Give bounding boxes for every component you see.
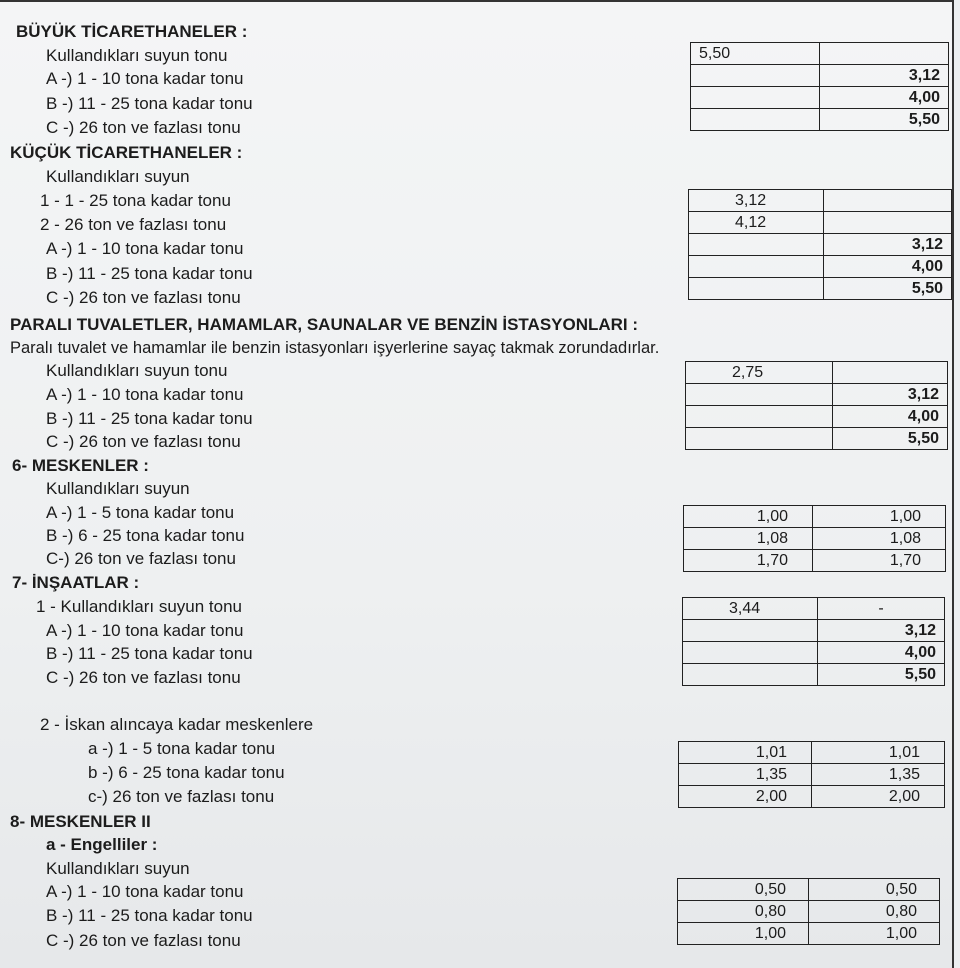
table-cell: 5,50 bbox=[824, 278, 952, 300]
table-cell: 1,08 bbox=[813, 528, 946, 550]
table-cell bbox=[683, 642, 818, 664]
table-cell bbox=[686, 384, 833, 406]
table-cell: 2,00 bbox=[812, 786, 945, 808]
table-cell: 5,50 bbox=[820, 109, 949, 131]
row-label: 2 - 26 ton ve fazlası tonu bbox=[40, 215, 227, 234]
table-cell bbox=[691, 87, 820, 109]
table-cell: 1,35 bbox=[812, 764, 945, 786]
table-cell: 1,01 bbox=[812, 742, 945, 764]
table-cell: 1,00 bbox=[809, 923, 940, 945]
table-cell: 3,12 bbox=[689, 190, 824, 212]
table-cell bbox=[691, 65, 820, 87]
table-cell: 0,80 bbox=[678, 901, 809, 923]
table-cell: 5,50 bbox=[691, 43, 820, 65]
table-cell bbox=[824, 190, 952, 212]
row-label: A -) 1 - 10 tona kadar tonu bbox=[46, 385, 244, 404]
row-label: 1 - Kullandıkları suyun tonu bbox=[36, 597, 243, 616]
row-label: 1 - 1 - 25 tona kadar tonu bbox=[40, 191, 231, 210]
table-cell bbox=[689, 256, 824, 278]
subsection-title-engelliler: a - Engelliler : bbox=[46, 835, 158, 854]
table-cell bbox=[824, 212, 952, 234]
row-label: c-) 26 ton ve fazlası tonu bbox=[88, 787, 275, 806]
table-cell: 1,35 bbox=[679, 764, 812, 786]
table-cell: 4,00 bbox=[818, 642, 945, 664]
table-cell: 1,00 bbox=[813, 506, 946, 528]
tariff-table-kucuk bbox=[688, 189, 952, 300]
row-label: 2 - İskan alıncaya kadar meskenlere bbox=[40, 715, 314, 734]
row-label: B -) 6 - 25 tona kadar tonu bbox=[46, 526, 245, 545]
row-label: C -) 26 ton ve fazlası tonu bbox=[46, 668, 241, 687]
row-label: C -) 26 ton ve fazlası tonu bbox=[46, 118, 241, 137]
table-cell bbox=[689, 234, 824, 256]
table-cell: 5,50 bbox=[833, 428, 948, 450]
table-cell: 1,70 bbox=[684, 550, 813, 572]
table-cell: 5,50 bbox=[818, 664, 945, 686]
row-label: A -) 1 - 10 tona kadar tonu bbox=[46, 239, 244, 258]
row-label: a -) 1 - 5 tona kadar tonu bbox=[88, 739, 276, 758]
table-cell bbox=[683, 664, 818, 686]
tariff-table-iskan bbox=[678, 741, 945, 808]
table-cell: 1,00 bbox=[684, 506, 813, 528]
row-label: A -) 1 - 10 tona kadar tonu bbox=[46, 621, 244, 640]
section-title-kucuk: KÜÇÜK TİCARETHANELER : bbox=[10, 143, 243, 162]
section-title-meskenler2: 8- MESKENLER II bbox=[10, 812, 151, 831]
tariff-table-parali bbox=[685, 361, 948, 450]
table-cell: - bbox=[818, 598, 945, 620]
table-cell bbox=[683, 620, 818, 642]
row-label: B -) 11 - 25 tona kadar tonu bbox=[46, 94, 253, 113]
tariff-table-engelliler bbox=[677, 878, 940, 945]
row-label: b -) 6 - 25 tona kadar tonu bbox=[88, 763, 285, 782]
row-label: A -) 1 - 5 tona kadar tonu bbox=[46, 503, 235, 522]
table-cell bbox=[691, 109, 820, 131]
table-cell: 4,00 bbox=[833, 406, 948, 428]
section-title-buyuk: BÜYÜK TİCARETHANELER : bbox=[16, 22, 248, 41]
table-cell: 4,12 bbox=[689, 212, 824, 234]
table-cell: 3,44 bbox=[683, 598, 818, 620]
table-cell: 1,01 bbox=[679, 742, 812, 764]
table-cell: 2,75 bbox=[686, 362, 833, 384]
row-label: C -) 26 ton ve fazlası tonu bbox=[46, 432, 241, 451]
row-label: Kullandıkları suyun bbox=[46, 167, 190, 186]
row-label: Kullandıkları suyun bbox=[46, 859, 190, 878]
row-label: A -) 1 - 10 tona kadar tonu bbox=[46, 69, 244, 88]
table-cell: 1,00 bbox=[678, 923, 809, 945]
table-cell: 1,08 bbox=[684, 528, 813, 550]
table-cell: 3,12 bbox=[833, 384, 948, 406]
row-label: B -) 11 - 25 tona kadar tonu bbox=[46, 644, 253, 663]
section-note: Paralı tuvalet ve hamamlar ile benzin istasyonları işyerlerine sayaç takmak zorundadırlar. bbox=[10, 339, 660, 357]
table-cell bbox=[820, 43, 949, 65]
row-label: C -) 26 ton ve fazlası tonu bbox=[46, 288, 241, 307]
row-label: Kullandıkları suyun tonu bbox=[46, 46, 228, 65]
table-cell bbox=[833, 362, 948, 384]
table-cell: 2,00 bbox=[679, 786, 812, 808]
table-cell bbox=[689, 278, 824, 300]
tariff-table-insaatlar bbox=[682, 597, 945, 686]
table-cell: 4,00 bbox=[824, 256, 952, 278]
table-cell: 0,80 bbox=[809, 901, 940, 923]
table-cell: 3,12 bbox=[818, 620, 945, 642]
table-cell bbox=[686, 428, 833, 450]
section-title-parali: PARALI TUVALETLER, HAMAMLAR, SAUNALAR VE BENZİN İSTASYONLARI : bbox=[10, 315, 639, 334]
section-title-insaatlar: 7- İNŞAATLAR : bbox=[12, 573, 140, 592]
section-title-meskenler: 6- MESKENLER : bbox=[12, 456, 149, 475]
row-label: C-) 26 ton ve fazlası tonu bbox=[46, 549, 236, 568]
row-label: A -) 1 - 10 tona kadar tonu bbox=[46, 882, 244, 901]
table-cell: 0,50 bbox=[809, 879, 940, 901]
tariff-table-buyuk bbox=[690, 42, 949, 131]
table-cell: 3,12 bbox=[824, 234, 952, 256]
row-label: B -) 11 - 25 tona kadar tonu bbox=[46, 906, 253, 925]
tariff-table-meskenler bbox=[683, 505, 946, 572]
row-label: Kullandıkları suyun bbox=[46, 479, 190, 498]
row-label: Kullandıkları suyun tonu bbox=[46, 361, 228, 380]
table-cell: 0,50 bbox=[678, 879, 809, 901]
table-cell bbox=[686, 406, 833, 428]
table-cell: 3,12 bbox=[820, 65, 949, 87]
table-cell: 4,00 bbox=[820, 87, 949, 109]
row-label: B -) 11 - 25 tona kadar tonu bbox=[46, 409, 253, 428]
row-label: C -) 26 ton ve fazlası tonu bbox=[46, 931, 241, 950]
row-label: B -) 11 - 25 tona kadar tonu bbox=[46, 264, 253, 283]
table-cell: 1,70 bbox=[813, 550, 946, 572]
